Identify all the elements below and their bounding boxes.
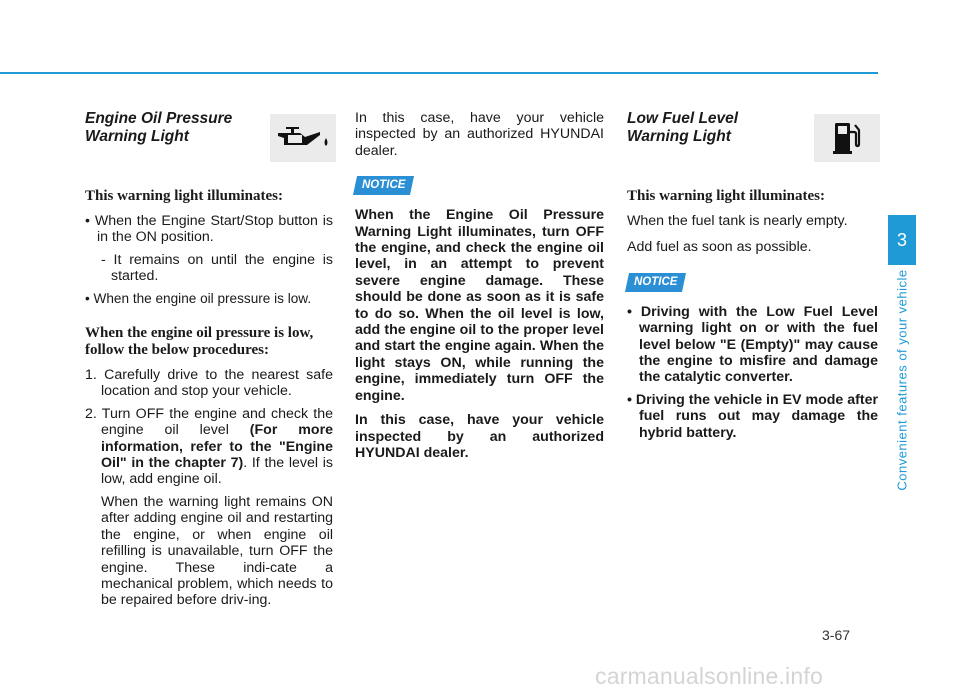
oil-procedure-steps: [85, 367, 333, 488]
oil-notice-text-2: In this case, have your vehicle inspected by an authorized HYUNDAI dealer.: [355, 412, 604, 461]
list-item: • Driving with the Low Fuel Level warning light on or with the fuel level below "E (Empty)" may cause the engine to misfire and damage the catalytic converter.: [627, 303, 878, 386]
oil-continued-text: In this case, have your vehicle inspected by an authorized HYUNDAI dealer.: [355, 110, 604, 159]
oil-bullet-subitem: - It remains on until the engine is started.: [101, 251, 333, 285]
fuel-notice-badge: [627, 272, 878, 292]
page-number: 3-67: [822, 627, 851, 643]
step2-reference: (For more information, refer to the "Engine Oil" in the chapter 7): [101, 422, 333, 472]
step2-note: When the warning light remains ON after adding engine oil and restarting the engine, or when engine oil refilling is unavailable, turn OFF the engine. These indi-cate a mechanical problem, which needs to be repaired before driv-ing.: [101, 493, 333, 609]
fuel-notice-list: [627, 304, 878, 441]
oil-notice-text: When the Engine Oil Pressure Warning Light illuminates, turn OFF the engine, and check the engine oil level, in an attempt to prevent severe engine damage. These should be done as soon as it is safe to do so. When the oil level is low, add the engine oil to the proper level and start the engine again. When the light stays ON, while running the engine, immediately turn OFF the engine.: [355, 207, 604, 404]
list-item: • Driving the vehicle in EV mode after fuel runs out may damage the hybrid battery.: [627, 391, 878, 441]
oil-continued-column: [355, 110, 604, 461]
fuel-title-line2: Warning Light: [627, 128, 731, 145]
fuel-illuminates-heading: This warning light illuminates:: [627, 188, 825, 204]
list-item: • When the engine oil pressure is low.: [85, 290, 312, 306]
list-item: • When the Engine Start/Stop button is in the ON position.: [85, 213, 333, 246]
watermark: carmanualsonline.info: [595, 663, 823, 689]
step2-text: 2. Turn OFF the engine and check the engine oil level: [85, 405, 333, 439]
oil-notice-badge: [355, 175, 604, 195]
fuel-title-line1: Low Fuel Level: [627, 110, 739, 127]
oil-title-line2: Warning Light: [85, 128, 189, 145]
low-fuel-column: [627, 110, 878, 441]
oil-can-icon: [270, 114, 336, 162]
step2-text-end: . If the level is low, add engine oil.: [101, 455, 333, 488]
procedure-step-1: 1. Carefully drive to the nearest safe location and stop your vehicle.: [85, 367, 333, 400]
oil-illuminates-heading: This warning light illuminates:: [85, 188, 283, 204]
oil-procedure-heading: When the engine oil pressure is low, follow the below procedures:: [85, 325, 314, 359]
fuel-text-1: When the fuel tank is nearly empty.: [627, 213, 848, 229]
header-rule: [0, 72, 878, 74]
oil-pressure-column: [85, 110, 333, 609]
notice-label: NOTICE: [362, 179, 406, 192]
chapter-title: Convenient features of your vehicle: [894, 269, 910, 491]
oil-bullet-list-2: [85, 291, 333, 307]
notice-label: NOTICE: [634, 275, 678, 288]
fuel-text-2: Add fuel as soon as possible.: [627, 239, 812, 256]
oil-title-line1: Engine Oil Pressure: [85, 110, 233, 127]
procedure-step-2: [85, 406, 333, 488]
oil-bullet-list: [85, 213, 333, 246]
fuel-pump-icon: [814, 114, 880, 162]
chapter-number: 3: [896, 229, 907, 250]
chapter-tab: [888, 215, 916, 265]
